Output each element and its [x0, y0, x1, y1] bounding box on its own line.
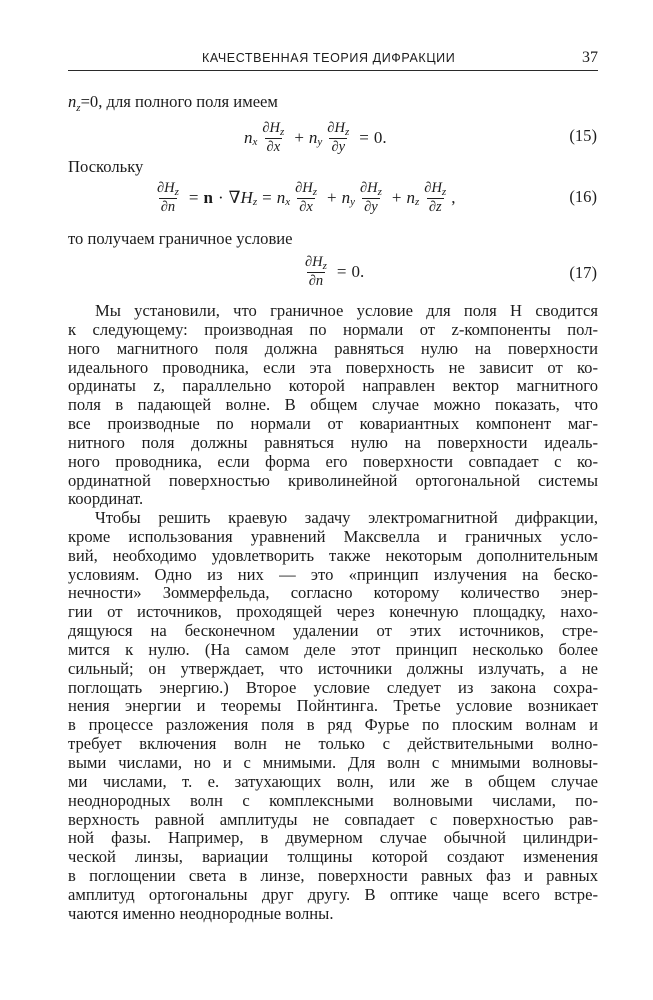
paragraph-line: нитного поля должны равняться нулю на поверхности идеаль-: [68, 432, 598, 452]
equation-16: $\frac{\partial H_z}{\partial n}$ = n · ∇ H z = n x $\frac{\partial H_z}{\partial x}$ + n y $\frac{\partial H_z}{\partial y}$ + n z $\frac{\partial H_z}{\partial z}$ ,: [157, 180, 456, 215]
paragraph-line: нечности» Зоммерфельда, согласно которому количество энер-: [68, 583, 598, 603]
paragraph-line: верхность равной амплитуды не совпадает с поверхностью рав-: [68, 809, 598, 829]
fraction: $\frac{\partial H_z}{\partial y}$: [359, 180, 382, 215]
equation-17: $\frac{\partial H_z}{\partial n}$ = 0.: [305, 254, 365, 289]
math-sub-z: z: [76, 102, 81, 114]
paragraph-line: ного проводника, если форма его поверхности совпадает с ко-: [68, 451, 598, 471]
paragraph-line: ного магнитного поля должна равняться нулю на поверхности: [68, 338, 598, 358]
paragraph-line: требует включения волн не только с действительными волно-: [68, 734, 598, 754]
paragraph-line: выми числами, но и с мнимыми. Для волн с мнимыми волновы-: [68, 752, 598, 772]
intro-line: [68, 92, 278, 112]
paragraph-line: поля в падающей волне. В общем случае можно показать, что: [68, 395, 598, 415]
paragraph-line: все производные по нормали от ковариантных компонент маг-: [68, 414, 598, 434]
paragraph-line: в поглощении света в линзе, поверхности равных фаз и равных: [68, 866, 598, 886]
paragraph-line: условиям. Одно из них — это «принцип излучения на беско-: [68, 564, 598, 584]
paragraph-line: Чтобы решить краевую задачу электромагнитной дифракции,: [95, 508, 598, 527]
paragraph-line: к следующему: производная по нормали от z-компоненты пол-: [68, 319, 598, 339]
equation-number-15: (15): [569, 126, 597, 145]
fraction: $\frac{\partial H_z}{\partial n}$: [157, 180, 179, 215]
poskolku-line: Поскольку: [68, 157, 144, 176]
fraction: $\frac{\partial H_z}{\partial z}$: [424, 180, 447, 215]
intro-line-text: =0, для полного поля имеем: [80, 92, 278, 111]
fraction: $\frac{\partial H_z}{\partial n}$: [305, 254, 327, 289]
paragraph-line: кроме использования уравнений Максвелла и граничных усло-: [68, 526, 598, 546]
paragraph-line: сильный; он утверждает, что источники должны излучать, а не: [68, 658, 598, 678]
paragraph-line: ординатной поверхностью криволинейной ортогональной системы: [68, 470, 598, 490]
fraction: $\frac{\partial H_z}{\partial y}$: [327, 120, 350, 155]
paragraph-line: гии от источников, проходящей через конечную площадку, нахо-: [68, 602, 598, 622]
paragraph-line: неоднородных волн с комплексными волновыми числами, по-: [68, 790, 598, 810]
paragraph-2: [68, 509, 598, 924]
equation-number-16: (16): [569, 187, 597, 206]
paragraph-line: мится к нулю. (На самом деле этот принцип несколько более: [68, 639, 598, 659]
math-n: n: [68, 92, 77, 111]
running-title: КАЧЕСТВЕННАЯ ТЕОРИЯ ДИФРАКЦИИ: [202, 51, 456, 65]
paragraph-line: координат.: [68, 489, 144, 509]
paragraph-line: ми числами, т. е. затухающих волн, или же в общем случае: [68, 771, 598, 791]
paragraph-line: Мы установили, что граничное условие для поля H сводится: [95, 301, 598, 320]
header-rule: [68, 70, 598, 71]
paragraph-line: ческой линзы, вариации толщины которой создают изменения: [68, 847, 598, 867]
running-head: [68, 48, 598, 70]
fraction: $\frac{\partial H_z}{\partial x}$: [295, 180, 317, 215]
fraction: $\frac{\partial H_z}{\partial x}$: [262, 120, 285, 155]
page-number: 37: [582, 49, 598, 66]
paragraph-line: дящуюся на бесконечном удалении от этих источников, стре-: [68, 621, 598, 641]
equation-15: n x $\frac{\partial H_z}{\partial x}$ + n y $\frac{\partial H_z}{\partial y}$ = 0.: [244, 120, 387, 155]
paragraph-line: вий, необходимо удовлетворить также некоторым дополнительным: [68, 545, 598, 565]
paragraph-line: чаются именно неоднородные волны.: [68, 903, 334, 923]
paragraph-line: поглощать энергию.) Второе условие следует из закона сохра-: [68, 677, 598, 697]
paragraph-line: идеального проводника, если эта поверхность не зависит от ко-: [68, 357, 598, 377]
paragraph-line: нения энергии и теоремы Пойнтинга. Третье условие возникает: [68, 696, 598, 716]
then-line: то получаем граничное условие: [68, 229, 293, 248]
paragraph-line: амплитуд ортогональны друг другу. В оптике чаще всего встре-: [68, 884, 598, 904]
paragraph-line: ординаты z, параллельно которой направлен вектор магнитного: [68, 376, 598, 396]
equation-number-17: (17): [569, 263, 597, 282]
paragraph-line: в процессе разложения поля в ряд Фурье по плоским волнам и: [68, 715, 598, 735]
paragraph-line: ной фазы. Например, в двумерном случае обычной цилиндри-: [68, 828, 598, 848]
paragraph-1: [68, 302, 598, 509]
